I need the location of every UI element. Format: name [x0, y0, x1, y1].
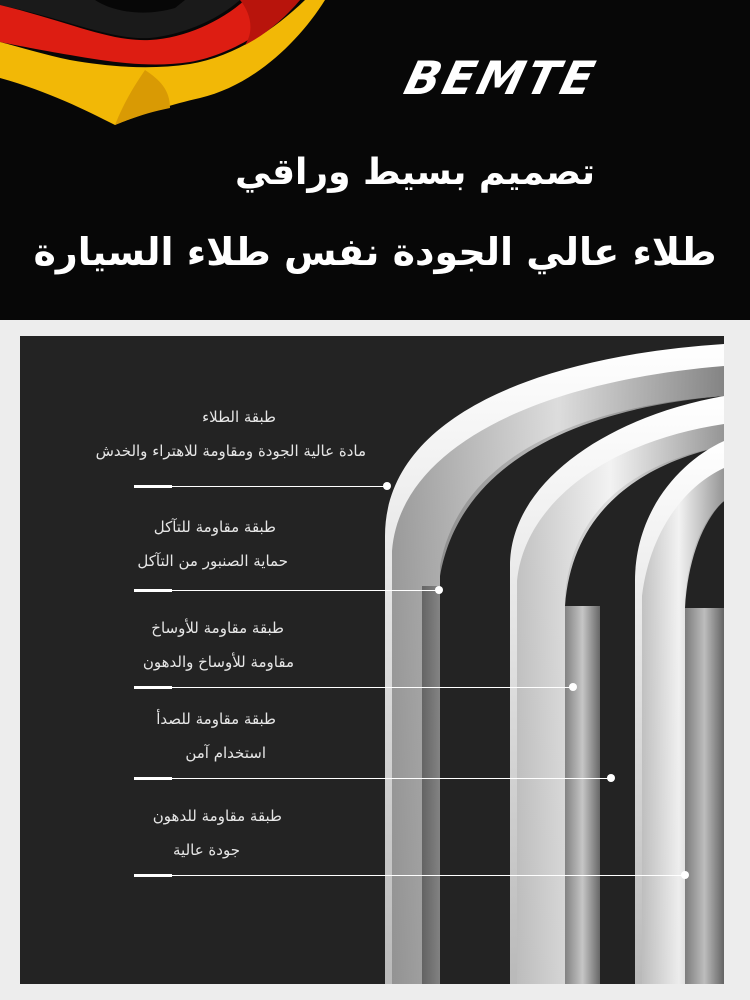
- layer-2-leader: [172, 590, 438, 591]
- layer-3-marker: [134, 686, 172, 689]
- layer-2-title: طبقة مقاومة للتآكل: [153, 518, 276, 536]
- layer-4-dot: [607, 774, 615, 782]
- layer-4-title: طبقة مقاومة للصدأ: [156, 710, 276, 728]
- layer-2-dot: [435, 586, 443, 594]
- layer-5-desc: جودة عالية: [173, 841, 240, 859]
- layer-3-title: طبقة مقاومة للأوساخ: [151, 619, 284, 637]
- layer-5-dot: [681, 871, 689, 879]
- layer-2-desc: حماية الصنبور من التآكل: [137, 552, 288, 570]
- layer-1-leader: [172, 486, 386, 487]
- layer-1-edge-shadow: [422, 586, 440, 984]
- layer-3-dot: [569, 683, 577, 691]
- layer-3-leader: [172, 687, 572, 688]
- layer-5-title: طبقة مقاومة للدهون: [152, 807, 282, 825]
- layer-2-inner: [565, 606, 600, 984]
- header-banner: [0, 0, 750, 320]
- layer-3-inner: [685, 608, 724, 984]
- headline-primary: تصميم بسيط وراقي: [235, 152, 595, 193]
- layer-1-marker: [134, 485, 172, 488]
- coating-layers-illustration: [20, 336, 724, 984]
- layer-1-dot: [383, 482, 391, 490]
- layer-1-title: طبقة الطلاء: [202, 408, 276, 426]
- coating-layers-panel: [20, 336, 724, 984]
- german-flag-ribbon-icon: [0, 0, 330, 130]
- brand-logo: BEMTE: [399, 51, 603, 105]
- layer-4-marker: [134, 777, 172, 780]
- layer-4-leader: [172, 778, 610, 779]
- layer-1-desc: مادة عالية الجودة ومقاومة للاهتراء والخدش: [95, 442, 366, 460]
- layer-5-marker: [134, 874, 172, 877]
- headline-secondary: طلاء عالي الجودة نفس طلاء السيارة: [33, 230, 717, 274]
- layer-5-leader: [172, 875, 684, 876]
- layer-4-desc: استخدام آمن: [185, 744, 266, 762]
- layer-2-marker: [134, 589, 172, 592]
- layer-3-desc: مقاومة للأوساخ والدهون: [142, 653, 294, 671]
